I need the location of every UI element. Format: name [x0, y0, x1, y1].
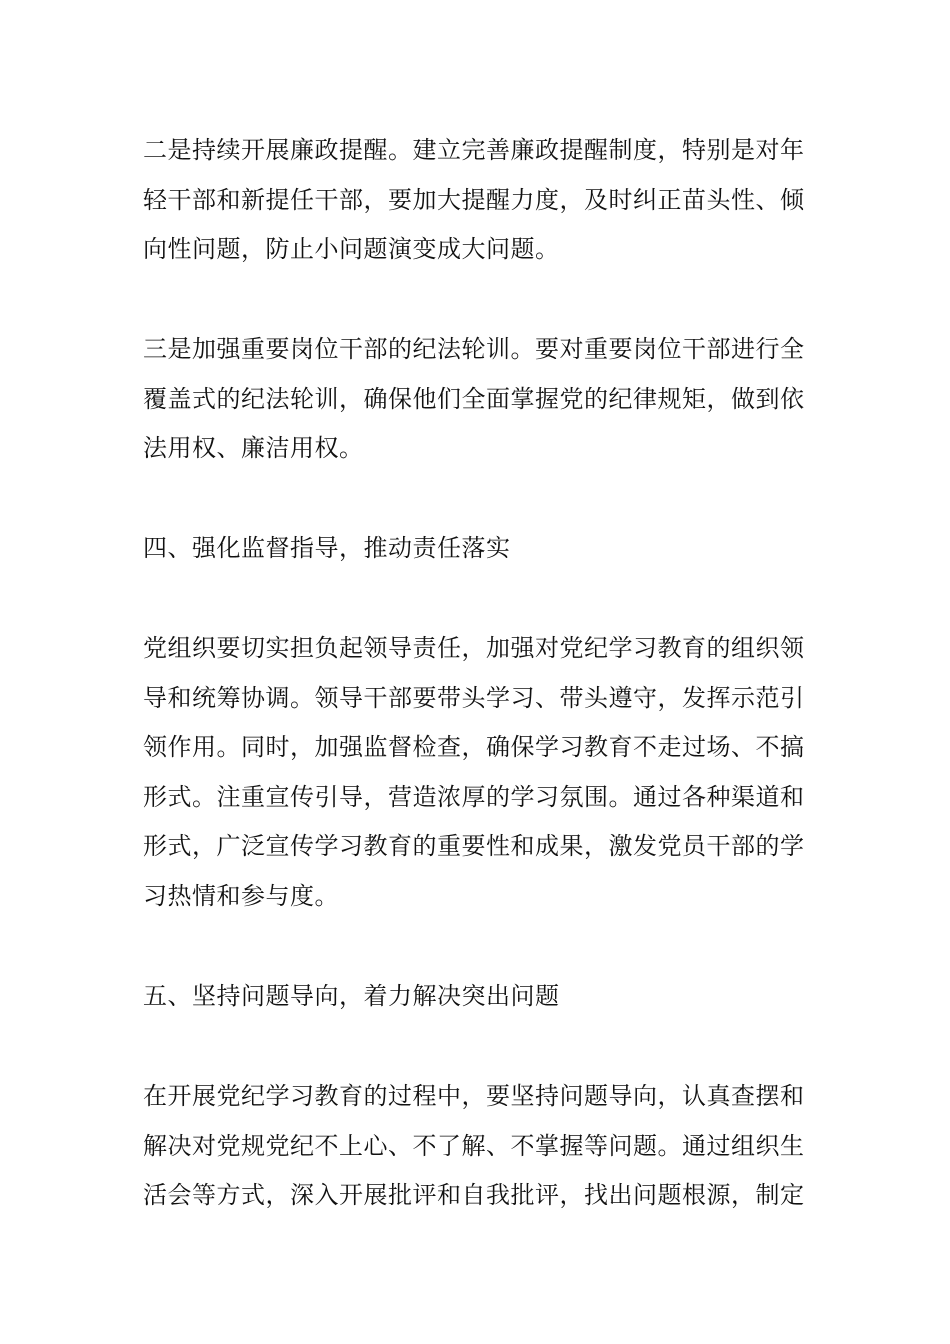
text-line: 覆盖式的纪法轮训，确保他们全面掌握党的纪律规矩，做到依 [143, 384, 805, 413]
paragraph-discipline-training [143, 325, 809, 474]
section-heading-four [143, 524, 809, 574]
paragraph-party-organization-responsibility [143, 624, 809, 921]
text-line: 导和统筹协调。领导干部要带头学习、带头遵守，发挥示范引 [143, 683, 805, 712]
text-line: 形式，广泛宣传学习教育的重要性和成果，激发党员干部的学 [143, 832, 805, 860]
text-line: 三是加强重要岗位干部的纪法轮训。要对重要岗位干部进行全 [143, 335, 805, 363]
text-line: 法用权、廉洁用权。 [143, 434, 364, 462]
text-line: 领作用。同时，加强监督检查，确保学习教育不走过场、不搞 [143, 733, 805, 761]
text-line: 解决对党规党纪不上心、不了解、不掌握等问题。通过组织生 [143, 1131, 805, 1160]
paragraph-anti-corruption-reminder [143, 126, 809, 275]
text-line: 形式。注重宣传引导，营造浓厚的学习氛围。通过各种渠道和 [143, 782, 805, 811]
text-line: 轻干部和新提任干部，要加大提醒力度，及时纠正苗头性、倾 [143, 185, 805, 214]
text-line: 活会等方式，深入开展批评和自我批评，找出问题根源，制定 [143, 1181, 805, 1209]
heading-line: 四、强化监督指导，推动责任落实 [143, 534, 511, 562]
text-line: 习热情和参与度。 [143, 881, 339, 910]
text-line: 党组织要切实担负起领导责任，加强对党纪学习教育的组织领 [143, 634, 805, 662]
text-line: 向性问题，防止小问题演变成大问题。 [143, 235, 560, 263]
heading-line: 五、坚持问题导向，着力解决突出问题 [143, 982, 560, 1010]
paragraph-problem-orientation [143, 1072, 809, 1221]
section-heading-five [143, 972, 809, 1022]
text-line: 在开展党纪学习教育的过程中，要坚持问题导向，认真查摆和 [143, 1082, 805, 1110]
text-line: 二是持续开展廉政提醒。建立完善廉政提醒制度，特别是对年 [143, 136, 805, 164]
